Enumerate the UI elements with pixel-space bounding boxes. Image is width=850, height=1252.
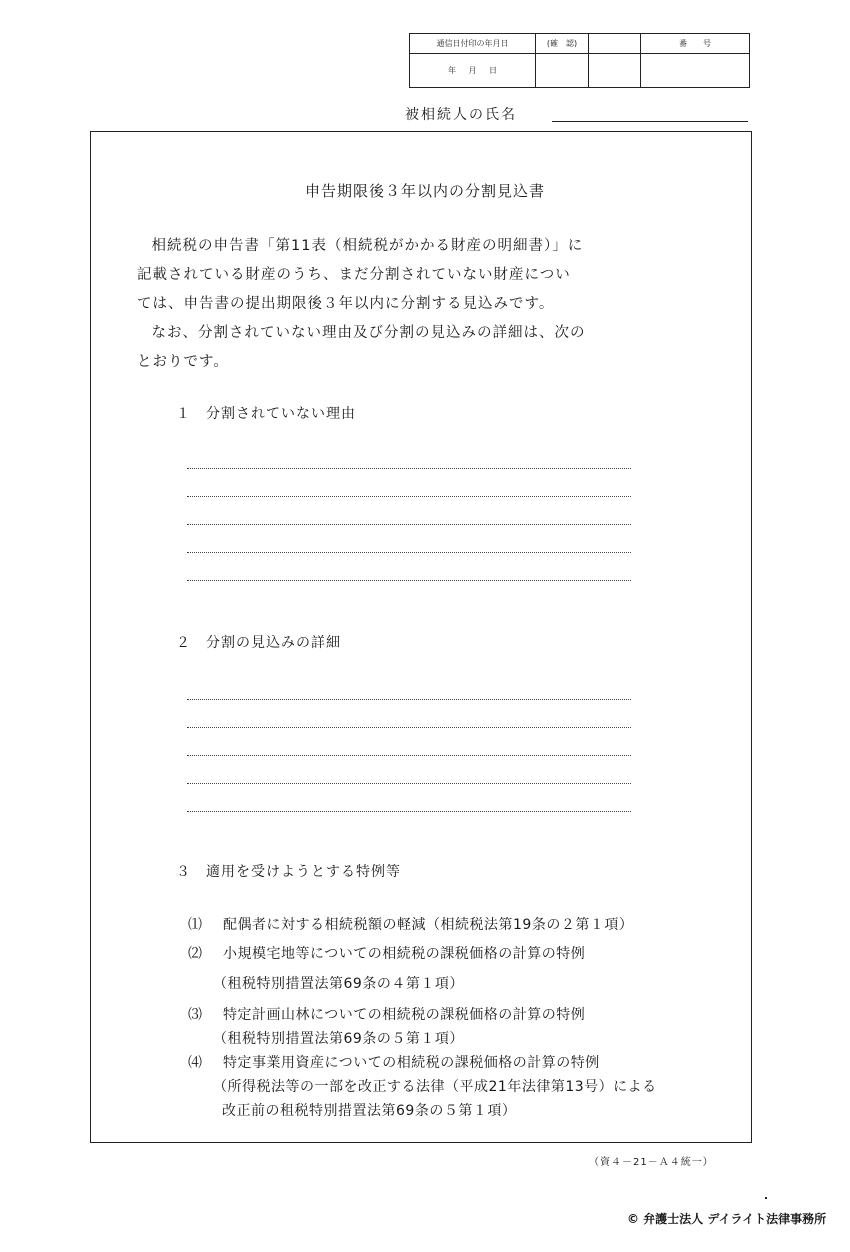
intro-line: 記載されている財産のうち、まだ分割されていない財産につい <box>137 267 571 283</box>
special-item-2-subtext: （租税特別措置法第69条の４第１項） <box>213 976 464 992</box>
special-item-1-text: 配偶者に対する相続税額の軽減（相続税法第19条の２第１項） <box>223 917 634 933</box>
detail-line-5[interactable] <box>187 811 631 812</box>
confirmation-cell[interactable] <box>536 54 589 88</box>
intro-line: 相続税の申告書「第11表（相続税がかかる財産の明細書）」に <box>151 238 584 254</box>
detail-line-3[interactable] <box>187 755 631 756</box>
intro-line: とおりです。 <box>137 354 229 370</box>
special-item-4-text: 特定事業用資産についての相続税の課税価格の計算の特例 <box>223 1055 600 1071</box>
special-item-2-number: ⑵ <box>188 946 203 962</box>
form-code: （資４－21－Ａ４統一） <box>589 1157 714 1168</box>
special-item-3-subtext: （租税特別措置法第69条の５第１項） <box>213 1031 464 1047</box>
decedent-name-label: 被相続人の氏名 <box>405 107 517 123</box>
reason-line-1[interactable] <box>187 468 631 469</box>
special-item-4-subtext: （所得税法等の一部を改正する法律（平成21年法律第13号）による <box>213 1079 657 1095</box>
stamp-date-cell[interactable] <box>410 54 536 88</box>
reason-line-2[interactable] <box>187 496 631 497</box>
section-3-heading: ３ 適用を受けようとする特例等 <box>176 864 401 880</box>
day-label: 日 <box>489 66 498 75</box>
blank-cell[interactable] <box>589 54 641 88</box>
special-item-4-number: ⑷ <box>188 1055 203 1071</box>
confirmation-header: (確 認) <box>536 34 589 54</box>
special-item-3-number: ⑶ <box>188 1007 203 1023</box>
intro-paragraph <box>137 232 697 377</box>
copyright-notice: © 弁護士法人 デイライト法律事務所 <box>627 1212 827 1226</box>
reason-line-4[interactable] <box>187 552 631 553</box>
mark-dot <box>765 1197 767 1199</box>
intro-line: ては、申告書の提出期限後３年以内に分割する見込みです。 <box>137 296 555 312</box>
special-item-3-text: 特定計画山林についての相続税の課税価格の計算の特例 <box>223 1007 586 1023</box>
section-2-heading: ２ 分割の見込みの詳細 <box>176 635 341 651</box>
decedent-name-field[interactable] <box>552 121 748 122</box>
detail-line-2[interactable] <box>187 727 631 728</box>
stamp-date-header: 通信日付印の年月日 <box>410 34 536 54</box>
number-cell[interactable] <box>641 54 750 88</box>
number-header: 番 号 <box>641 34 750 54</box>
month-label: 月 <box>468 66 487 75</box>
detail-line-4[interactable] <box>187 783 631 784</box>
special-item-4-subtext-2: 改正前の租税特別措置法第69条の５第１項） <box>222 1103 517 1119</box>
stamp-box <box>409 33 750 88</box>
reason-line-3[interactable] <box>187 524 631 525</box>
special-item-2-text: 小規模宅地等についての相続税の課税価格の計算の特例 <box>223 946 586 962</box>
intro-line: なお、分割されていない理由及び分割の見込みの詳細は、次の <box>151 325 586 341</box>
document-title: 申告期限後３年以内の分割見込書 <box>304 182 545 200</box>
special-item-1-number: ⑴ <box>188 917 203 933</box>
blank-header-cell <box>589 34 641 54</box>
year-label: 年 <box>447 66 466 75</box>
detail-line-1[interactable] <box>187 699 631 700</box>
reason-line-5[interactable] <box>187 580 631 581</box>
section-1-heading: １ 分割されていない理由 <box>176 406 356 422</box>
